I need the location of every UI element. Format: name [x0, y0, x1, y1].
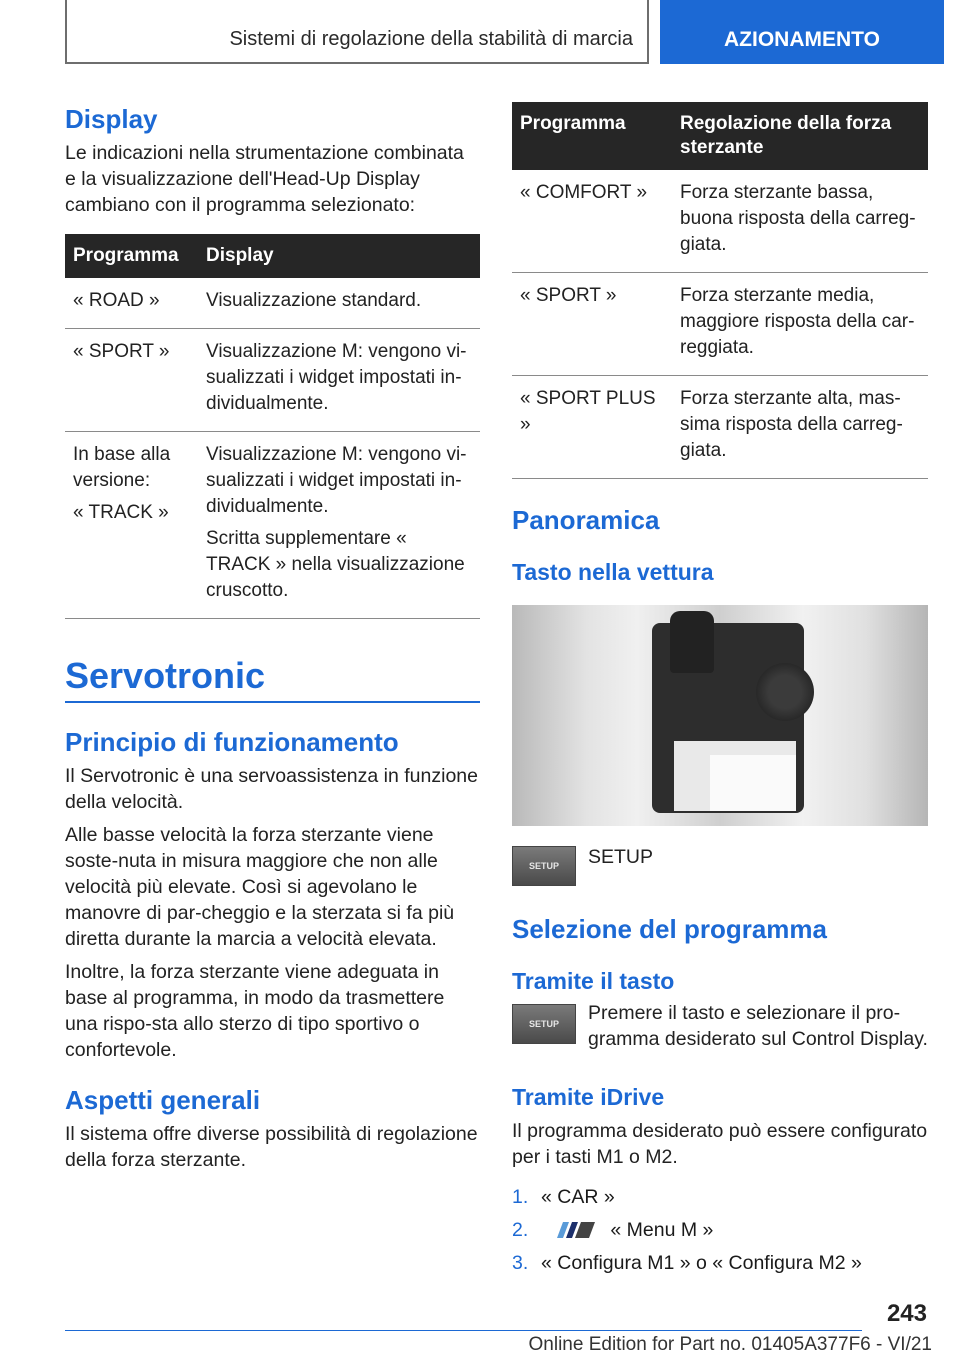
general-heading: Aspetti generali	[65, 1085, 261, 1115]
page-number: 243	[886, 1300, 927, 1327]
list-item	[512, 1184, 928, 1210]
step-text: « CAR »	[541, 1186, 615, 1208]
table-cell-text: Scritta supplementare « TRACK » nella visualizzazione cruscotto.	[206, 528, 465, 601]
table-cell-program: « SPORT »	[512, 273, 672, 376]
general-paragraph: Il sistema offre diverse possibilità di regolazione della forza sterzante.	[65, 1123, 478, 1171]
touchpad-highlight	[710, 755, 796, 811]
list-item	[512, 1217, 928, 1243]
table-cell-program	[65, 432, 198, 619]
via-button-heading: Tramite il tasto	[512, 968, 675, 994]
right-column	[512, 102, 928, 1283]
table-header-cell: Display	[198, 234, 480, 278]
steps-list	[512, 1184, 928, 1276]
table-cell-text: « TRACK »	[73, 502, 169, 523]
list-item	[512, 1250, 928, 1276]
step-number: 1.	[512, 1186, 529, 1208]
setup-button-icon: SETUP	[512, 1004, 576, 1044]
car-console-photo	[512, 605, 928, 826]
m-logo-icon	[549, 1220, 597, 1240]
table-header-cell: Programma	[512, 102, 672, 170]
via-idrive-text: Il programma desiderato può essere configurato per i tasti M1 o M2.	[512, 1120, 928, 1168]
table-cell-text: In base alla versione:	[73, 444, 171, 491]
table-row	[65, 432, 480, 619]
footer-edition: Online Edition for Part no. 01405A377F6 - VI/21	[528, 1334, 932, 1355]
table-row	[512, 170, 928, 273]
principle-paragraph-1: Il Servotronic è una servoassistenza in funzione della velocità.	[65, 765, 478, 813]
via-button-row	[512, 1004, 928, 1052]
button-heading: Tasto nella vettura	[512, 559, 714, 585]
table-cell-setting: Forza sterzante alta, mas-sima risposta della carreg-giata.	[672, 376, 928, 479]
table-row	[512, 376, 928, 479]
table-cell-display: Visualizzazione M: vengono vi-sualizzati i widget impostati in-dividualmente.	[198, 329, 480, 432]
overview-heading: Panoramica	[512, 505, 660, 535]
servotronic-heading: Servotronic	[65, 655, 266, 696]
via-idrive-heading: Tramite iDrive	[512, 1084, 665, 1110]
header-chapter-label: AZIONAMENTO	[724, 28, 880, 51]
table-cell-setting: Forza sterzante media, maggiore risposta della car-reggiata.	[672, 273, 928, 376]
step-text: « Configura M1 » o « Configura M2 »	[541, 1252, 862, 1274]
table-row	[65, 329, 480, 432]
gear-lever	[670, 611, 714, 673]
setup-label: SETUP	[588, 846, 654, 868]
principle-paragraph-2: Alle basse velocità la forza sterzante viene soste-nuta in misura maggiore che non alle velocità più elevate. Così si agevolano le manovre di par-cheggio e la sterzata si fa più diretta durante la marcia a velocità elevata.	[65, 824, 455, 950]
table-header-row	[512, 102, 928, 170]
setup-legend	[512, 846, 928, 886]
step-number: 3.	[512, 1252, 529, 1274]
display-table	[65, 234, 480, 619]
heading-rule	[65, 701, 480, 703]
table-cell-program: « SPORT PLUS »	[512, 376, 672, 479]
table-cell-program: « SPORT »	[65, 329, 198, 432]
principle-paragraph-3: Inoltre, la forza sterzante viene adeguata in base al programma, in modo da trasmettere una rispo-sta allo sterzo di tipo sportivo o confortevole.	[65, 961, 445, 1061]
step-number: 2.	[512, 1219, 529, 1241]
table-header-cell: Programma	[65, 234, 198, 278]
selection-heading: Selezione del programma	[512, 914, 827, 944]
table-cell-display	[198, 432, 480, 619]
header-section-title: Sistemi di regolazione della stabilità di marcia	[229, 28, 633, 50]
table-cell-program: « COMFORT »	[512, 170, 672, 273]
left-column	[65, 102, 480, 1173]
table-cell-text: Visualizzazione M: vengono vi-sualizzati i widget impostati in-dividualmente.	[206, 444, 467, 517]
table-cell-display: Visualizzazione standard.	[198, 278, 480, 329]
header-chapter-tab[interactable]	[660, 0, 944, 64]
table-row	[65, 278, 480, 329]
steering-table	[512, 102, 928, 479]
display-heading: Display	[65, 104, 158, 134]
table-header-cell: Regolazione della forza sterzante	[672, 102, 928, 170]
footer-rule	[65, 1330, 862, 1331]
display-intro: Le indicazioni nella strumentazione combinata e la visualizzazione dell'Head-Up Display cambiano con il programma selezionato:	[65, 142, 464, 216]
table-row	[512, 273, 928, 376]
header-section-box	[65, 0, 649, 64]
setup-button-icon: SETUP	[512, 846, 576, 886]
idrive-controller	[756, 663, 814, 721]
table-cell-program: « ROAD »	[65, 278, 198, 329]
table-header-row	[65, 234, 480, 278]
step-text: « Menu M »	[610, 1219, 714, 1241]
table-cell-setting: Forza sterzante bassa, buona risposta della carreg-giata.	[672, 170, 928, 273]
principle-heading: Principio di funzionamento	[65, 727, 399, 757]
via-button-text: Premere il tasto e selezionare il pro-gramma desiderato sul Control Display.	[588, 1002, 928, 1050]
